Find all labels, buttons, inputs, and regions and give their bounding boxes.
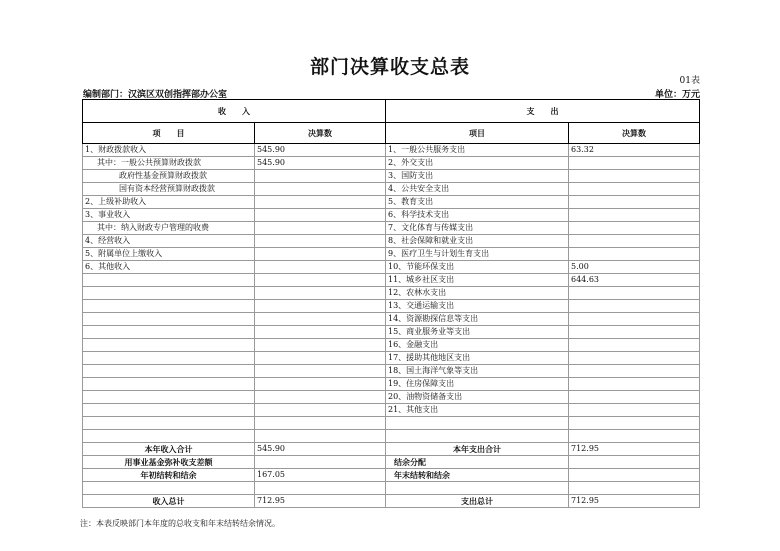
expense-item-cell: 20、油物资储备支出 [386,391,569,404]
expense-item-cell: 9、医疗卫生与计划生育支出 [386,248,569,261]
expense-value-cell [569,365,700,378]
expense-item-cell: 16、金融支出 [386,339,569,352]
income-value-cell [255,326,386,339]
income-value-cell [255,430,386,443]
expense-value-cell [569,248,700,261]
expense-value-cell [569,430,700,443]
income-item-cell [83,313,255,326]
income-item-cell: 4、经营收入 [83,235,255,248]
section-header-row [83,100,700,123]
table-row [83,339,700,352]
blank-cell [255,482,386,495]
income-amount-header: 决算数 [255,123,386,144]
table-row [83,378,700,391]
income-value-cell [255,378,386,391]
column-header-row [83,123,700,144]
income-year-total-label: 本年收入合计 [83,443,255,456]
expense-year-total-value: 712.95 [569,443,700,456]
income-value-cell [255,183,386,196]
income-section-header: 收 入 [83,100,386,123]
expense-item-cell [386,430,569,443]
end-carryover-value [569,469,700,482]
table-row [83,365,700,378]
expense-item-cell: 15、商业服务业等支出 [386,326,569,339]
blank-cell [83,482,255,495]
expense-item-cell: 5、教育支出 [386,196,569,209]
table-row [83,170,700,183]
income-value-cell [255,209,386,222]
expense-value-cell [569,196,700,209]
table-row [83,222,700,235]
expense-total-label: 支出总计 [386,495,569,508]
expense-item-cell: 8、社会保障和就业支出 [386,235,569,248]
table-row [83,326,700,339]
expense-value-cell [569,287,700,300]
expense-value-cell [569,183,700,196]
income-item-cell: 5、附属单位上缴收入 [83,248,255,261]
income-item-cell: 其中：一般公共预算财政拨款 [83,157,255,170]
table-row [83,274,700,287]
table-row [83,248,700,261]
table-row [83,313,700,326]
income-item-cell: 政府性基金预算财政拨款 [83,170,255,183]
income-total-label: 收入总计 [83,495,255,508]
year-total-row [83,443,700,456]
table-code: 01表 [679,76,700,86]
expense-value-cell [569,300,700,313]
expense-value-cell: 5.00 [569,261,700,274]
income-item-cell: 6、其他收入 [83,261,255,274]
carryover-row [83,469,700,482]
income-item-cell [83,417,255,430]
summary-table [82,99,700,508]
expense-year-total-label: 本年支出合计 [386,443,569,456]
table-row [83,261,700,274]
income-value-cell [255,274,386,287]
income-item-cell [83,378,255,391]
income-item-header: 项 目 [83,123,255,144]
income-value-cell [255,352,386,365]
surplus-dist-label: 结余分配 [386,456,569,469]
table-row [83,300,700,313]
expense-item-cell: 17、援助其他地区支出 [386,352,569,365]
expense-item-header: 项目 [386,123,569,144]
income-value-cell [255,365,386,378]
expense-value-cell [569,404,700,417]
table-row [83,430,700,443]
reserve-fund-label: 用事业基金弥补收支差额 [83,456,255,469]
expense-item-cell: 11、城乡社区支出 [386,274,569,287]
income-item-cell [83,391,255,404]
expense-value-cell [569,378,700,391]
expense-item-cell: 2、外交支出 [386,157,569,170]
income-value-cell [255,248,386,261]
footnote: 注：本表反映部门本年度的总收支和年末结转结余情况。 [80,519,280,528]
income-item-cell [83,274,255,287]
income-item-cell [83,326,255,339]
income-value-cell [255,170,386,183]
expense-value-cell: 63.32 [569,144,700,157]
expense-amount-header: 决算数 [569,123,700,144]
expense-item-cell: 1、一般公共服务支出 [386,144,569,157]
table-row [83,196,700,209]
table-row [83,157,700,170]
expense-item-cell: 19、住房保障支出 [386,378,569,391]
income-item-cell: 2、上级补助收入 [83,196,255,209]
income-item-cell: 国有资本经营预算财政拨款 [83,183,255,196]
income-value-cell [255,196,386,209]
expense-value-cell [569,235,700,248]
unit-label: 单位：万元 [654,90,700,100]
income-item-cell [83,365,255,378]
department-label: 编制部门：汉滨区双创指挥部办公室 [83,90,228,100]
expense-item-cell: 21、其他支出 [386,404,569,417]
income-item-cell: 1、财政拨款收入 [83,144,255,157]
income-value-cell [255,313,386,326]
income-item-cell [83,404,255,417]
end-carryover-label: 年末结转和结余 [386,469,569,482]
expense-section-header: 支 出 [386,100,700,123]
income-item-cell [83,339,255,352]
expense-item-cell: 4、公共安全支出 [386,183,569,196]
income-value-cell [255,391,386,404]
expense-item-cell: 3、国防支出 [386,170,569,183]
page-title: 部门决算收支总表 [309,56,470,78]
income-value-cell [255,261,386,274]
income-total-value: 712.95 [255,495,386,508]
expense-item-cell: 13、交通运输支出 [386,300,569,313]
expense-item-cell: 7、文化体育与传媒支出 [386,222,569,235]
expense-item-cell: 12、农林水支出 [386,287,569,300]
blank-cell [569,482,700,495]
income-value-cell: 545.90 [255,157,386,170]
expense-value-cell [569,339,700,352]
grand-total-row [83,495,700,508]
income-value-cell [255,287,386,300]
income-item-cell: 其中：纳入财政专户管理的收费 [83,222,255,235]
begin-carryover-value: 167.05 [255,469,386,482]
table-row [83,183,700,196]
table-row [83,404,700,417]
table-row [83,287,700,300]
table-row [83,417,700,430]
expense-value-cell [569,352,700,365]
blank-row [83,482,700,495]
expense-value-cell [569,417,700,430]
income-value-cell [255,339,386,352]
income-item-cell [83,430,255,443]
table-row [83,235,700,248]
income-value-cell [255,222,386,235]
income-item-cell [83,287,255,300]
expense-value-cell [569,209,700,222]
income-value-cell [255,417,386,430]
table-row [83,352,700,365]
expense-value-cell [569,157,700,170]
surplus-dist-value [569,456,700,469]
expense-item-cell: 6、科学技术支出 [386,209,569,222]
expense-value-cell: 644.63 [569,274,700,287]
income-item-cell [83,300,255,313]
table-row [83,209,700,222]
income-value-cell: 545.90 [255,144,386,157]
reserve-fund-value [255,456,386,469]
expense-item-cell: 10、节能环保支出 [386,261,569,274]
income-year-total-value: 545.90 [255,443,386,456]
expense-value-cell [569,326,700,339]
blank-cell [386,482,569,495]
table-row [83,391,700,404]
expense-item-cell [386,417,569,430]
expense-value-cell [569,222,700,235]
income-value-cell [255,404,386,417]
reserve-fund-row [83,456,700,469]
expense-value-cell [569,391,700,404]
income-item-cell [83,352,255,365]
expense-item-cell: 14、资源勘探信息等支出 [386,313,569,326]
expense-item-cell: 18、国土海洋气象等支出 [386,365,569,378]
expense-value-cell [569,313,700,326]
income-value-cell [255,235,386,248]
expense-total-value: 712.95 [569,495,700,508]
begin-carryover-label: 年初结转和结余 [83,469,255,482]
table-row [83,144,700,157]
expense-value-cell [569,170,700,183]
income-item-cell: 3、事业收入 [83,209,255,222]
income-value-cell [255,300,386,313]
